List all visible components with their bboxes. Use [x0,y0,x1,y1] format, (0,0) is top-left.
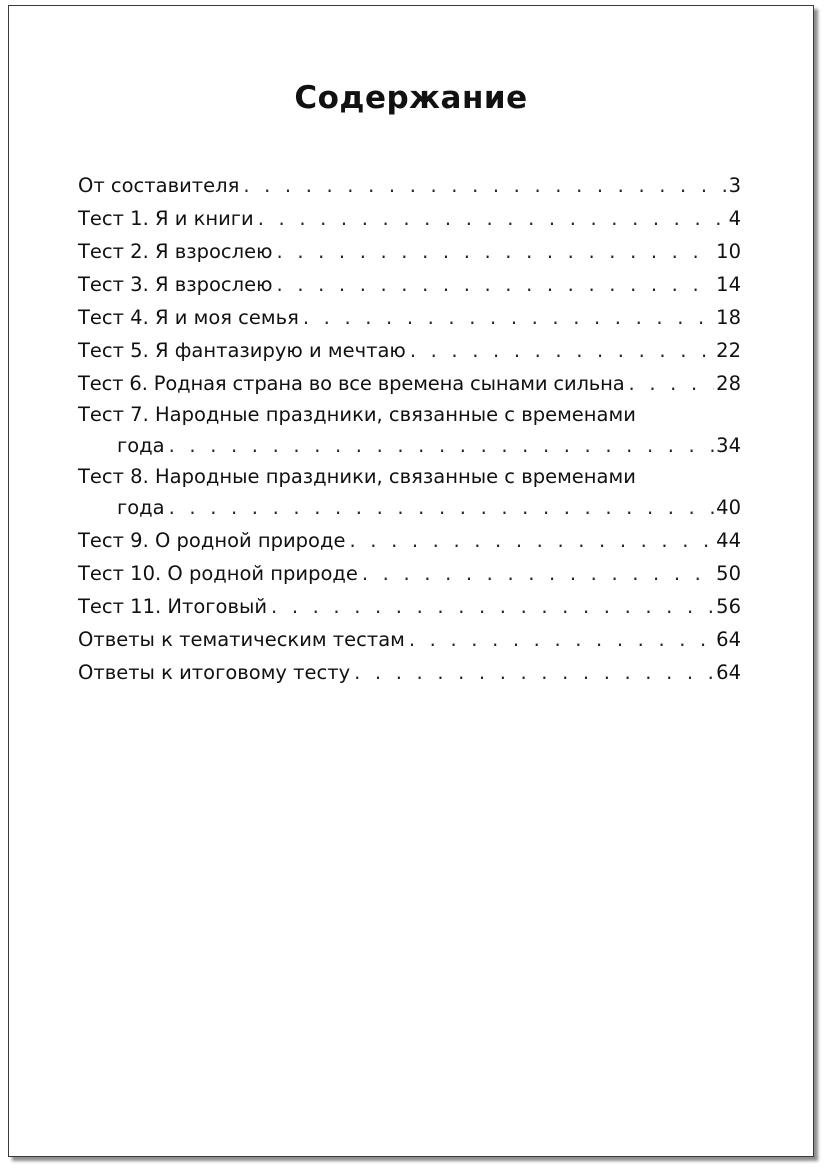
toc-entry-label: Тест 4. Я и моя семья [78,306,299,329]
toc-entry-label: Тест 1. Я и книги [78,207,254,230]
dot-leader [169,491,715,524]
toc-entry-label: Тест 2. Я взрослею [78,240,273,263]
page-title: Содержание [294,80,528,116]
toc-entry-label: Тест 3. Я взрослею [78,273,273,296]
toc-entry-label: Тест 10. О родной природе [78,562,358,585]
toc-entry-page: 3 [728,174,741,197]
toc-entry[interactable] [78,202,741,235]
toc-entry[interactable] [78,656,741,689]
toc-entry[interactable] [78,623,741,656]
toc-entry-page: 14 [716,273,741,296]
table-of-contents [78,169,741,689]
toc-entry-page: 64 [716,661,741,684]
toc-entry-label: Тест 6. Родная страна во все времена сынами сильна [78,372,625,395]
toc-entry-label: Тест 5. Я фантазирую и мечтаю [78,339,406,362]
toc-entry-page: 40 [716,496,741,519]
toc-entry-label: Тест 9. О родной природе [78,529,346,552]
dot-leader [243,169,726,202]
toc-entry-page: 64 [716,628,741,651]
toc-entry-page: 4 [728,207,741,230]
toc-entry[interactable] [78,169,741,202]
document-page [8,5,814,1157]
toc-entry[interactable] [78,268,741,301]
dot-leader [354,656,714,689]
toc-entry-page: 50 [716,562,741,585]
dot-leader [409,623,714,656]
toc-entry[interactable] [78,557,741,590]
toc-entry-label-line1: Тест 7. Народные праздники, связанные с временами [78,403,636,426]
dot-leader [258,202,727,235]
dot-leader [349,524,714,557]
dot-leader [303,301,714,334]
dot-leader [169,429,715,462]
toc-entry[interactable] [78,400,741,462]
dot-leader [271,590,714,623]
toc-entry[interactable] [78,367,741,400]
toc-entry-page: 10 [716,240,741,263]
toc-entry-page: 18 [716,306,741,329]
toc-entry-page: 22 [716,339,741,362]
toc-entry-label-line1: Тест 8. Народные праздники, связанные с временами [78,465,636,488]
toc-entry-label: От составителя [78,174,240,197]
toc-entry-page: 44 [716,529,741,552]
toc-entry[interactable] [78,590,741,623]
toc-entry-page: 34 [716,434,741,457]
toc-entry[interactable] [78,524,741,557]
toc-entry[interactable] [78,301,741,334]
dot-leader [410,334,714,367]
toc-entry[interactable] [78,462,741,524]
dot-leader [362,557,714,590]
toc-entry-label-line2: года [117,496,165,519]
toc-entry-label: Ответы к тематическим тестам [78,628,405,651]
toc-entry[interactable] [78,334,741,367]
toc-entry-label: Ответы к итоговому тесту [78,661,351,684]
dot-leader [277,268,715,301]
toc-entry-label-line2: года [117,434,165,457]
toc-entry-page: 28 [716,372,741,395]
dot-leader [277,235,715,268]
toc-entry-label: Тест 11. Итоговый [78,595,268,618]
toc-entry-page: 56 [716,595,741,618]
dot-leader [629,367,715,400]
toc-entry[interactable] [78,235,741,268]
